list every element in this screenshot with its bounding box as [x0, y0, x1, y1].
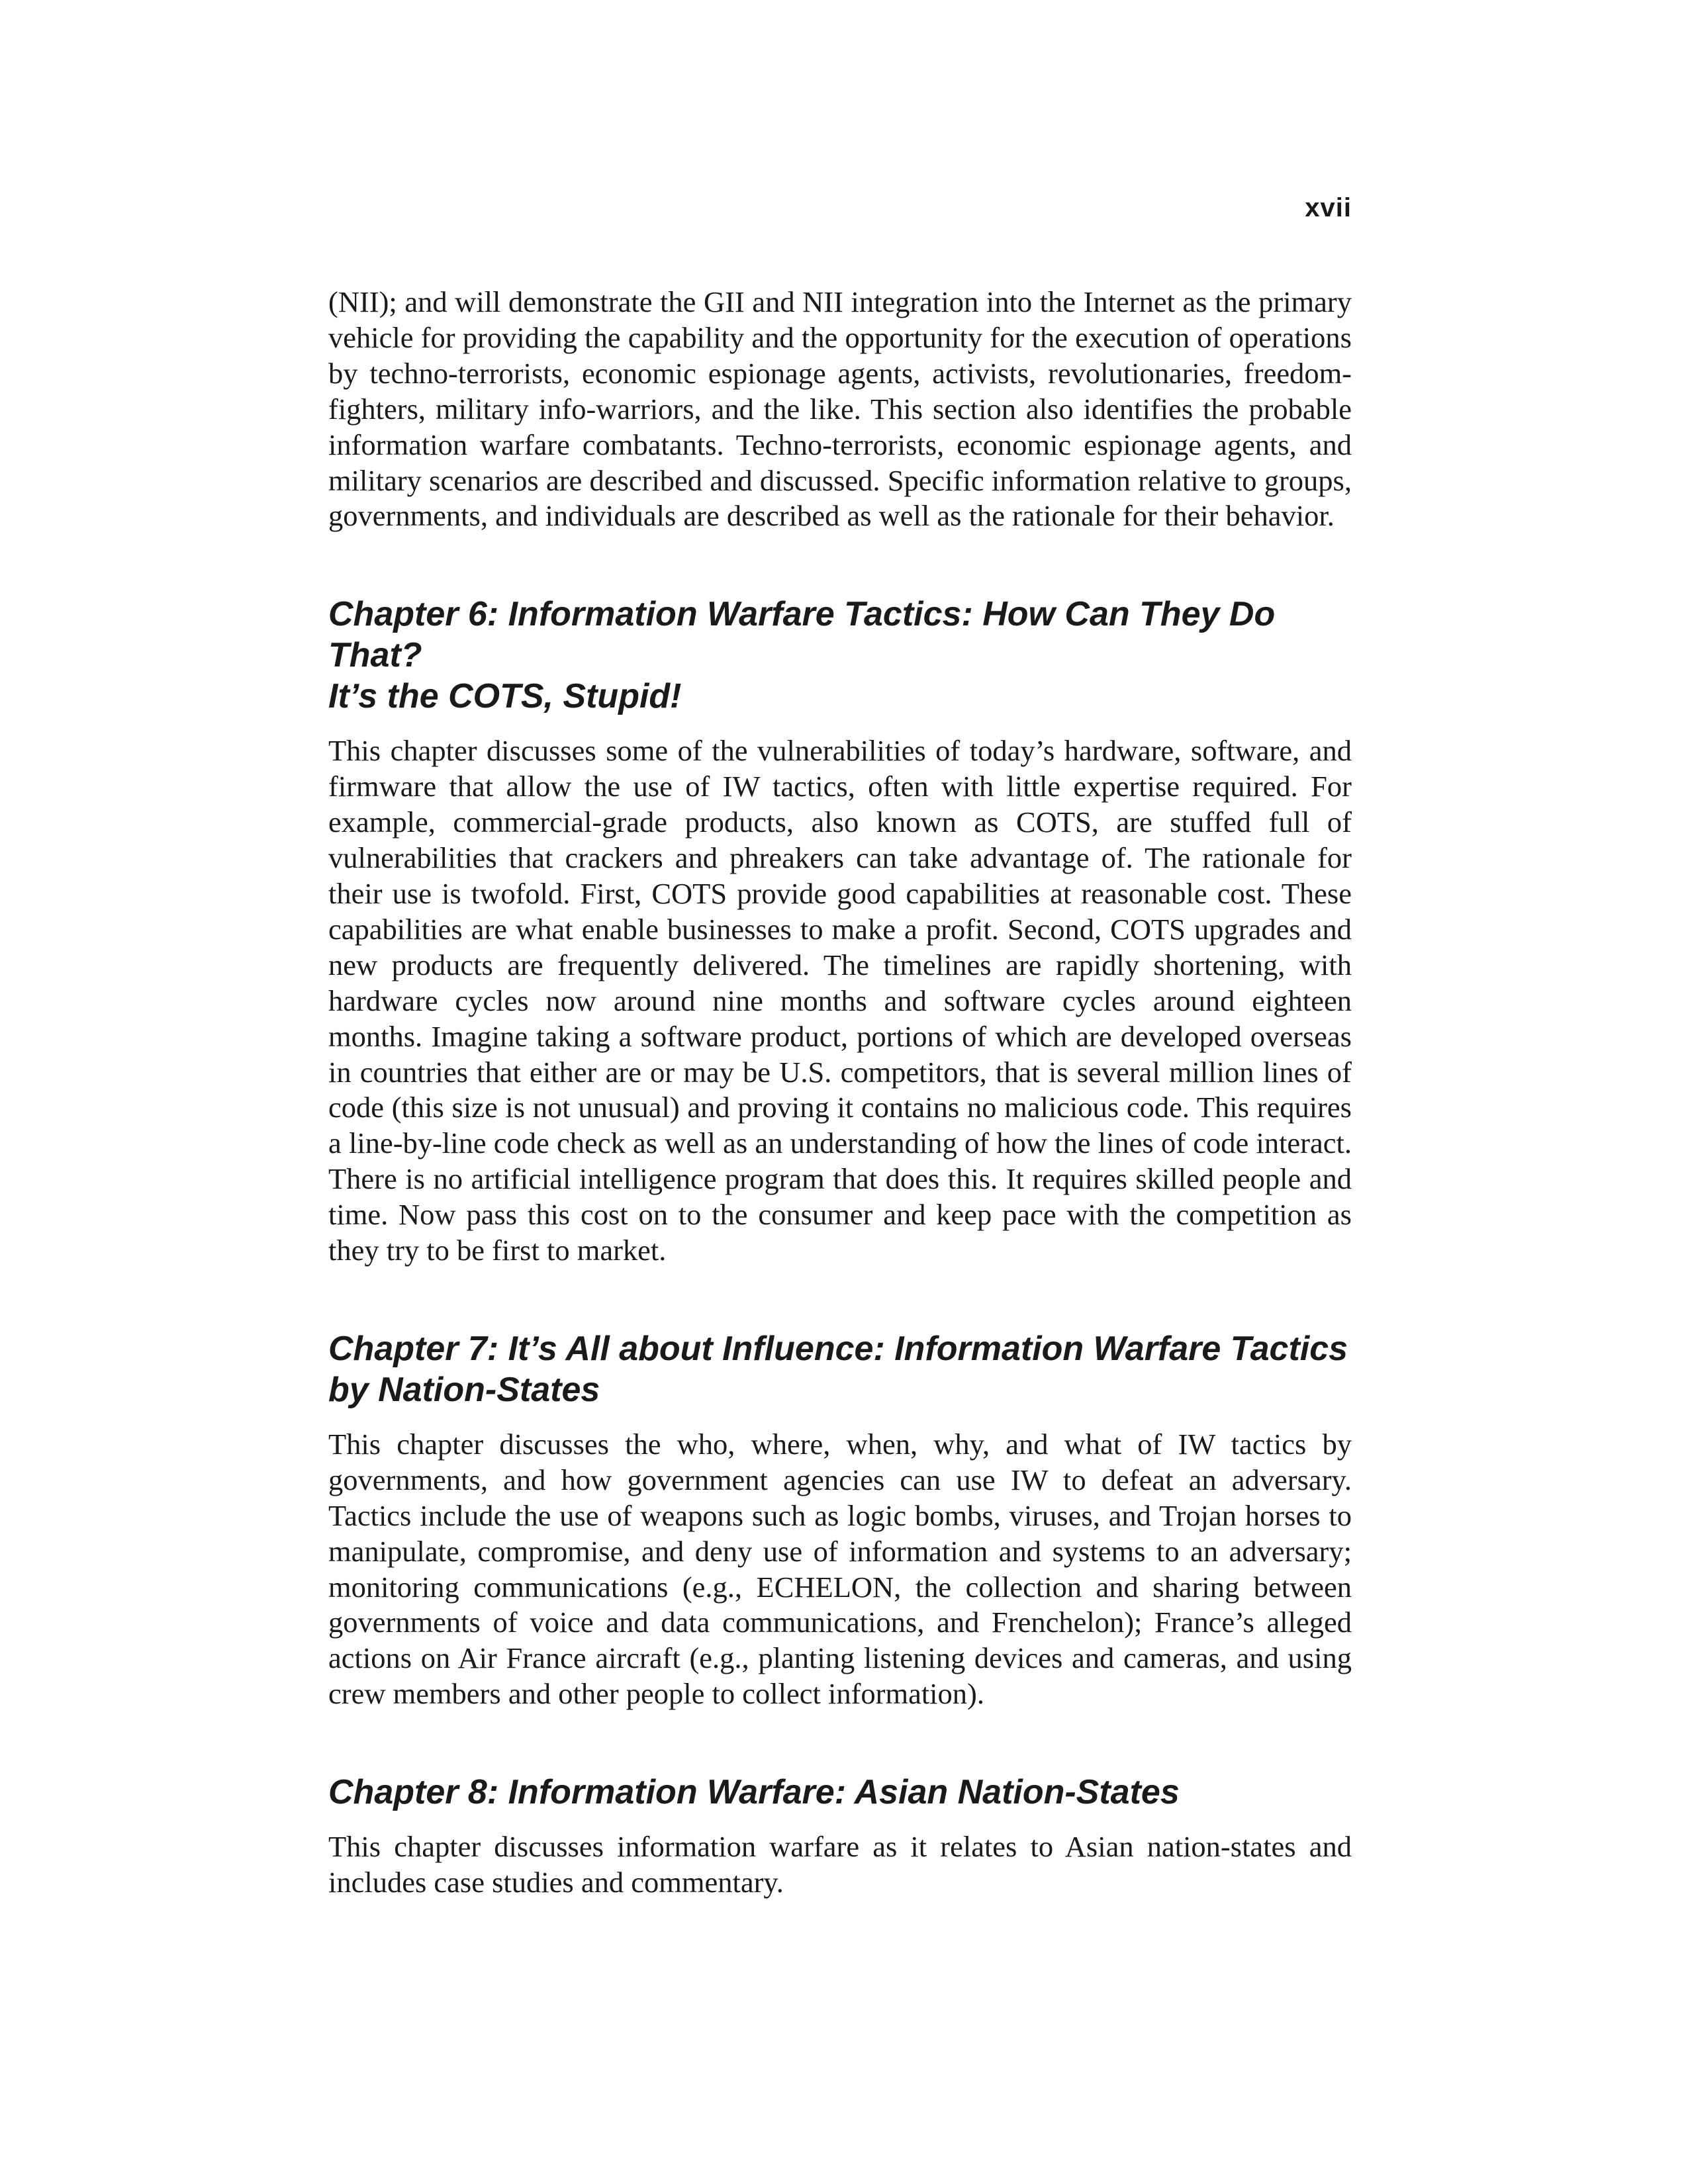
chapter-6-section — [328, 594, 1352, 1269]
chapter-6-heading — [328, 594, 1352, 717]
chapter-7-heading-line1: Chapter 7: It’s All about Influence: Information Warfare Tactics — [328, 1329, 1348, 1368]
page-number: xvii — [1305, 193, 1352, 222]
chapter-8-section — [328, 1772, 1352, 1901]
chapter-7-section — [328, 1328, 1352, 1712]
chapter-6-summary: This chapter discusses some of the vulnerabilities of today’s hardware, software, and firmware that allow the use of IW tactics, often with little expertise required. For example, commercial-grade products, also known as COTS, are stuffed full of vulnerabilities that crackers and phreakers can take advantage of. The rationale for their use is twofold. First, COTS provide good capabilities at reasonable cost. These capabilities are what enable businesses to make a profit. Second, COTS upgrades and new products are frequently delivered. The timelines are rapidly shortening, with hardware cycles now around nine months and software cycles around eighteen months. Imagine taking a software product, portions of which are developed overseas in countries that either are or may be U.S. competitors, that is several million lines of code (this size is not unusual) and proving it contains no malicious code. This requires a line-by-line code check as well as an understanding of how the lines of code interact. There is no artificial intelligence program that does this. It requires skilled people and time. Now pass this cost on to the consumer and keep pace with the competition as they try to be first to market. — [328, 734, 1352, 1267]
intro-paragraph: (NII); and will demonstrate the GII and NII integration into the Internet as the primary vehicle for providing the capability and the opportunity for the execution of operations by techno-terrorists, economic espionage agents, activists, revolutionaries, freedom-fighters, military info-warriors, and the like. This section also identifies the probable information warfare combatants. Techno-terrorists, economic espionage agents, and military scenarios are described and discussed. Specific information relative to groups, governments, and individuals are described as well as the rationale for their behavior. — [328, 285, 1352, 533]
page-content — [328, 285, 1352, 1901]
chapter-6-heading-line2: It’s the COTS, Stupid! — [328, 677, 682, 716]
chapter-7-heading — [328, 1328, 1352, 1410]
chapter-8-summary: This chapter discusses information warfare as it relates to Asian nation-states and includes case studies and commentary. — [328, 1830, 1352, 1899]
chapter-8-heading-line1: Chapter 8: Information Warfare: Asian Nation-States — [328, 1773, 1180, 1812]
chapter-6-heading-line1: Chapter 6: Information Warfare Tactics: How Can They Do That? — [328, 595, 1276, 675]
chapter-7-summary: This chapter discusses the who, where, when, why, and what of IW tactics by governments, and how government agencies can use IW to defeat an adversary. Tactics include the use of weapons such as logic bombs, viruses, and Trojan horses to manipulate, compromise, and deny use of information and systems to an adversary; monitoring communications (e.g., ECHELON, the collection and sharing between governments of voice and data communications, and Frenchelon); France’s alleged actions on Air France aircraft (e.g., planting listening devices and cameras, and using crew members and other people to collect information). — [328, 1427, 1352, 1711]
chapter-7-heading-line2: by Nation-States — [328, 1370, 600, 1409]
chapter-8-heading — [328, 1772, 1352, 1813]
